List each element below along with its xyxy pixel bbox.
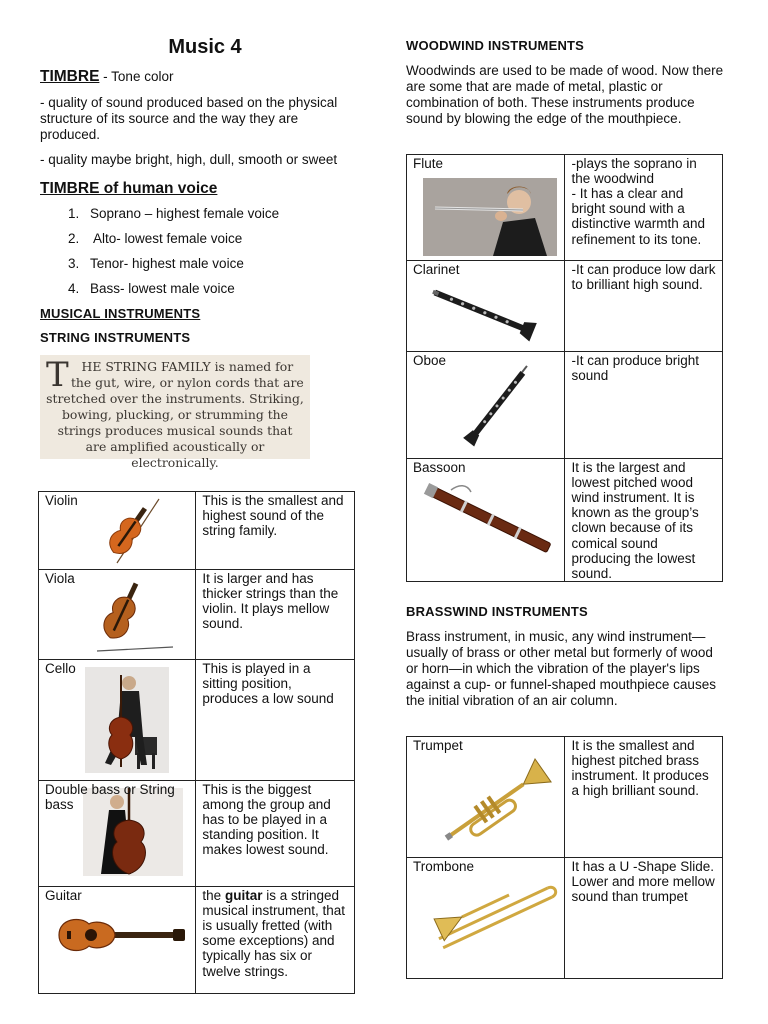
instrument-cell [39,887,196,994]
list-item [68,231,358,247]
list-number: 2. [68,230,80,246]
oboe-image [459,355,541,455]
instrument-name: Double bass or String bass [45,782,175,813]
list-text: Bass- lowest male voice [90,280,235,296]
instrument-name: Trombone [413,859,475,874]
instrument-cell [39,570,196,660]
string-family-intro [40,355,310,471]
viola-image [93,575,175,657]
instrument-cell [39,781,196,887]
left-column [40,36,358,471]
table-row [407,737,723,858]
table-row [39,492,355,570]
instrument-name: Trumpet [413,738,463,753]
double-bass-player-image [83,788,183,876]
woodwind-table [406,154,723,582]
instrument-cell [39,660,196,781]
timbre-subtitle: - Tone color [99,68,174,84]
desc-text: the [202,888,225,903]
table-row [39,887,355,994]
voice-list [68,206,358,297]
instrument-cell [407,459,565,582]
table-row [407,858,723,979]
page-title: Music 4 [168,36,242,58]
instrument-cell [39,492,196,570]
list-text: Soprano – highest female voice [90,205,280,221]
table-row [407,155,723,261]
woodwind-intro: Woodwinds are used to be made of wood. Now there are some that are made of metal, plastic or combination of both. These instruments produce sound by blowing the edge of the mouthpiece. [406,63,724,127]
instrument-name: Guitar [45,888,82,903]
list-item [68,256,358,272]
trombone-image [425,877,565,957]
timbre-heading: TIMBRE [40,67,100,85]
description-cell: -plays the soprano in the woodwind - It has a clear and bright sound with a distinctive warmth and refinement to its tone. [565,155,723,261]
description-cell: It has a U -Shape Slide. Lower and more mellow sound than trumpet [565,858,723,979]
table-row [39,781,355,887]
intro-caps: HE STRING FAMILY [81,359,211,375]
description-cell: This is played in a sitting position, produces a low sound [196,660,355,781]
instrument-name: Bassoon [413,460,466,475]
list-item [68,206,358,222]
brass-table [406,736,723,979]
instrument-name: Cello [45,661,76,676]
trumpet-image [435,750,561,854]
desc-bold: guitar [224,888,263,903]
instrument-name: Violin [45,493,78,508]
instrument-cell [407,155,565,261]
description-cell: -It can produce bright sound [565,352,723,459]
string-heading: STRING INSTRUMENTS [40,329,191,345]
cello-player-image [85,667,169,773]
table-row [407,261,723,352]
instrument-cell [407,352,565,459]
table-row [407,352,723,459]
description-cell: -It can produce low dark to brilliant high sound. [565,261,723,352]
timbre-definition: - quality of sound produced based on the physical structure of its source and the way they are produced. [40,94,338,142]
guitar-image [53,910,187,960]
brass-section [406,604,726,709]
list-text: Tenor- highest male voice [90,255,244,271]
flute-player-image [423,178,557,256]
musical-instruments-heading: MUSICAL INSTRUMENTS [40,305,201,321]
instrument-cell [407,261,565,352]
right-column [406,38,726,127]
brass-heading: BRASSWIND INSTRUMENTS [406,604,588,619]
instrument-name: Clarinet [413,262,460,277]
timbre-qualities: - quality maybe bright, high, dull, smooth or sweet [40,151,338,167]
list-number: 4. [68,280,80,296]
description-cell: It is the largest and lowest pitched wood wind instrument. It is known as the group’s clown because of its comical sound producing the lowest sound. [565,459,723,582]
instrument-cell [407,737,565,858]
instrument-name: Oboe [413,353,447,368]
desc-text: is a stringed musical instrument, that is usually fretted (with some exceptions) and typically has six or twelve strings. [202,888,345,979]
list-number: 1. [68,205,80,221]
description-cell: This is the smallest and highest sound of the string family. [196,492,355,570]
description-cell [196,887,355,994]
instrument-name: Viola [45,571,75,586]
intro-text: is named for the gut, wire, or nylon cords that are stretched over the instruments. Striking, bowing, plucking, or strumming the strings produces musical sounds that are amplified acoustically or electronically. [46,359,304,471]
list-text: Alto- lowest female voice [90,230,243,246]
violin-image [97,495,167,567]
woodwind-heading: WOODWIND INSTRUMENTS [406,38,585,53]
bassoon-image [419,480,559,562]
table-row [407,459,723,582]
description-cell: It is the smallest and highest pitched brass instrument. It produces a high brilliant sound. [565,737,723,858]
description-cell: It is larger and has thicker strings than the violin. It plays mellow sound. [196,570,355,660]
list-item [68,281,358,297]
instrument-name: Flute [413,156,444,171]
timbre-heading-line [40,68,358,86]
table-row [39,660,355,781]
string-table [38,491,355,994]
brass-intro: Brass instrument, in music, any wind instrument—usually of brass or other metal but formerly of wood or horn—in which the vibration of the player's lips against a cup- or funnel-shaped mouthpiece causes the initial vibration of an air column. [406,629,716,709]
clarinet-image [427,282,539,342]
table-row [39,570,355,660]
description-cell: This is the biggest among the group and has to be played in a standing position. It makes lowest sound. [196,781,355,887]
list-number: 3. [68,255,80,271]
instrument-cell [407,858,565,979]
drop-cap: T [46,355,69,396]
human-voice-heading: TIMBRE of human voice [40,179,218,197]
